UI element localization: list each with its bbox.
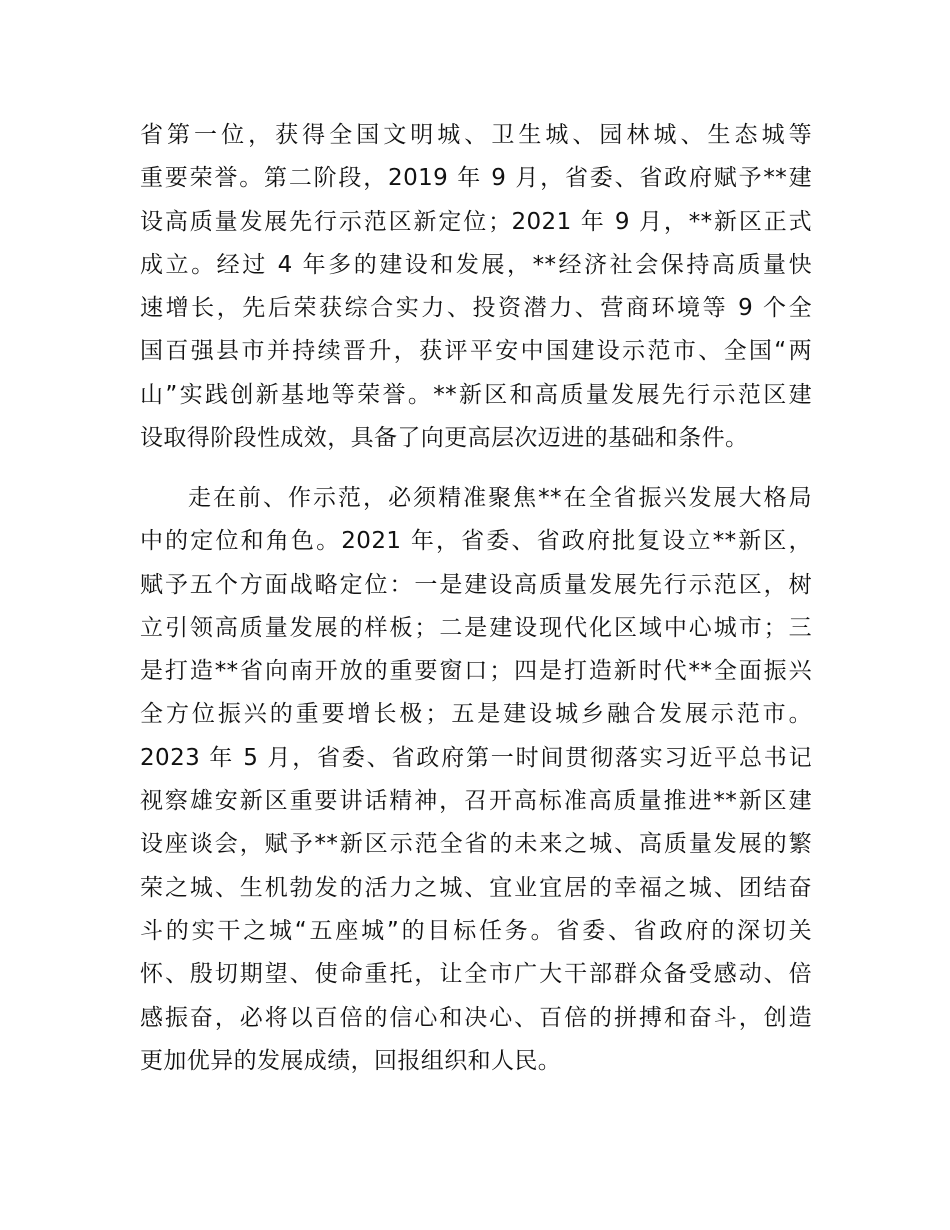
paragraph-line: 设取得阶段性成效，具备了向更高层次迈进的基础和条件。 [140,425,749,452]
paragraph-line: 山”实践创新基地等荣誉。**新区和高质量发展先行示范区建 [140,381,812,408]
paragraph-line: 省第一位，获得全国文明城、卫生城、园林城、生态城等 [140,122,812,148]
paragraph-line: 国百强县市并持续晋升，获评平安中国建设示范市、全国“两 [140,338,812,365]
paragraph-line: 斗的实干之城“五座城”的目标任务。省委、省政府的深切关 [140,917,812,944]
paragraph-line: 全方位振兴的重要增长极；五是建设城乡融合发展示范市。 [140,701,812,728]
paragraph-line: 怀、殷切期望、使命重托，让全市广大干部群众备受感动、倍 [140,961,812,988]
paragraph-line: 是打造**省向南开放的重要窗口；四是打造新时代**全面振兴 [140,658,812,685]
paragraph-line: 2023 年 5 月，省委、省政府第一时间贯彻落实习近平总书记 [140,744,812,771]
paragraph-line: 走在前、作示范，必须精准聚焦**在全省振兴发展大格局 [188,485,812,511]
paragraph-line: 设座谈会，赋予**新区示范全省的未来之城、高质量发展的繁 [140,831,812,858]
paragraph-line: 感振奋，必将以百倍的信心和决心、百倍的拼搏和奋斗，创造 [140,1004,812,1031]
paragraph-line: 立引领高质量发展的样板；二是建设现代化区域中心城市；三 [140,614,812,641]
paragraph-line: 速增长，先后荣获综合实力、投资潜力、营商环境等 9 个全 [140,295,812,322]
paragraph-line: 重要荣誉。第二阶段，2019 年 9 月，省委、省政府赋予**建 [140,165,812,192]
paragraph-line: 成立。经过 4 年多的建设和发展，**经济社会保持高质量快 [140,251,812,278]
paragraph-2 [140,477,812,1083]
paragraph-line: 中的定位和角色。2021 年，省委、省政府批复设立**新区， [140,528,812,555]
paragraph-1 [140,114,812,460]
paragraph-line: 荣之城、生机勃发的活力之城、宜业宜居的幸福之城、团结奋 [140,874,812,901]
paragraph-line: 赋予五个方面战略定位：一是建设高质量发展先行示范区，树 [140,571,812,598]
paragraph-line: 更加优异的发展成绩，回报组织和人民。 [140,1047,562,1074]
paragraph-line: 设高质量发展先行示范区新定位；2021 年 9 月，**新区正式 [140,208,812,235]
paragraph-line: 视察雄安新区重要讲话精神，召开高标准高质量推进**新区建 [140,788,812,815]
